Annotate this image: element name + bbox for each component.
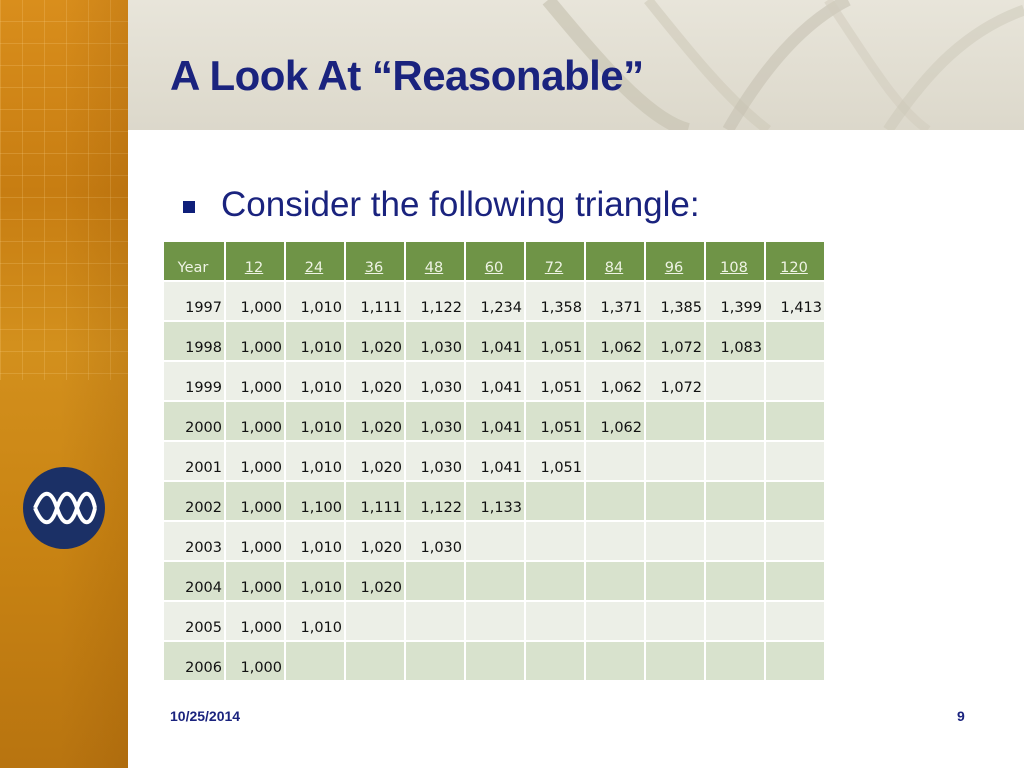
table-cell: 1,000	[225, 401, 285, 441]
header-age-24: 24	[285, 241, 345, 281]
table-cell	[705, 561, 765, 601]
header-age-60: 60	[465, 241, 525, 281]
table-cell: 1,100	[285, 481, 345, 521]
table-cell: 1,020	[345, 441, 405, 481]
bullet-item	[183, 185, 700, 225]
table-cell: 1,010	[285, 361, 345, 401]
table-cell	[405, 561, 465, 601]
table-cell	[585, 641, 645, 681]
table-cell: 1,062	[585, 361, 645, 401]
table-cell: 1,051	[525, 441, 585, 481]
table-cell	[585, 561, 645, 601]
table-cell: 1,000	[225, 321, 285, 361]
table-row	[163, 601, 825, 641]
table-cell	[765, 361, 825, 401]
table-cell	[645, 561, 705, 601]
table-cell	[585, 441, 645, 481]
table-row	[163, 561, 825, 601]
table-cell	[405, 601, 465, 641]
table-cell: 1,385	[645, 281, 705, 321]
table-cell	[645, 401, 705, 441]
table-cell	[525, 641, 585, 681]
table-cell: 1,010	[285, 321, 345, 361]
table-row	[163, 641, 825, 681]
table-cell	[705, 361, 765, 401]
bullet-text: Consider the following triangle:	[221, 185, 700, 224]
loss-triangle-table	[162, 240, 826, 682]
table-cell	[765, 441, 825, 481]
header-year: Year	[163, 241, 225, 281]
table-cell	[465, 521, 525, 561]
table-cell	[765, 521, 825, 561]
table-cell: 1,000	[225, 561, 285, 601]
table-cell	[705, 481, 765, 521]
table-cell: 1,083	[705, 321, 765, 361]
table-row	[163, 321, 825, 361]
table-cell	[645, 601, 705, 641]
left-decorative-strip	[0, 0, 128, 768]
table-cell: 1,041	[465, 321, 525, 361]
table-cell	[345, 641, 405, 681]
header-age-108: 108	[705, 241, 765, 281]
table-cell: 1,020	[345, 401, 405, 441]
table-cell	[765, 561, 825, 601]
table-cell: 1,072	[645, 321, 705, 361]
table-cell	[345, 601, 405, 641]
slide-title: A Look At “Reasonable”	[170, 52, 644, 99]
table-cell	[525, 601, 585, 641]
table-cell	[525, 561, 585, 601]
table-cell: 1,010	[285, 441, 345, 481]
table-cell	[765, 321, 825, 361]
table-cell	[465, 641, 525, 681]
table-cell	[645, 641, 705, 681]
table-row	[163, 441, 825, 481]
table-cell: 1,358	[525, 281, 585, 321]
table-cell	[525, 521, 585, 561]
row-year-cell: 2003	[163, 521, 225, 561]
row-year-cell: 1998	[163, 321, 225, 361]
table-cell: 1,010	[285, 521, 345, 561]
table-row	[163, 481, 825, 521]
table-cell: 1,000	[225, 441, 285, 481]
table-cell: 1,000	[225, 641, 285, 681]
table-cell: 1,000	[225, 521, 285, 561]
table-row	[163, 521, 825, 561]
table-cell: 1,020	[345, 561, 405, 601]
table-cell: 1,030	[405, 321, 465, 361]
row-year-cell: 1997	[163, 281, 225, 321]
table-cell: 1,030	[405, 401, 465, 441]
table-cell: 1,062	[585, 321, 645, 361]
table-cell	[705, 641, 765, 681]
table-cell	[285, 641, 345, 681]
table-cell: 1,371	[585, 281, 645, 321]
strip-shade	[60, 0, 128, 768]
table-cell	[705, 401, 765, 441]
table-cell	[645, 521, 705, 561]
table-cell	[765, 401, 825, 441]
table-cell: 1,234	[465, 281, 525, 321]
table-cell: 1,111	[345, 281, 405, 321]
table-cell	[525, 481, 585, 521]
table-cell	[585, 481, 645, 521]
table-cell: 1,020	[345, 521, 405, 561]
table-cell: 1,010	[285, 561, 345, 601]
table-cell: 1,010	[285, 401, 345, 441]
table-cell: 1,072	[645, 361, 705, 401]
table-cell	[705, 601, 765, 641]
company-logo	[23, 467, 105, 549]
table-cell: 1,030	[405, 441, 465, 481]
table-cell: 1,051	[525, 361, 585, 401]
square-bullet-icon	[183, 201, 195, 213]
table-cell: 1,062	[585, 401, 645, 441]
table-cell: 1,051	[525, 321, 585, 361]
table-cell	[645, 481, 705, 521]
table-cell: 1,000	[225, 281, 285, 321]
table-cell	[405, 641, 465, 681]
table-cell: 1,041	[465, 441, 525, 481]
row-year-cell: 1999	[163, 361, 225, 401]
table-cell: 1,413	[765, 281, 825, 321]
table-cell	[465, 601, 525, 641]
table-cell: 1,122	[405, 281, 465, 321]
header-age-72: 72	[525, 241, 585, 281]
header-age-48: 48	[405, 241, 465, 281]
page-number: 9	[957, 708, 965, 724]
table-cell: 1,041	[465, 401, 525, 441]
table-cell: 1,041	[465, 361, 525, 401]
header-age-96: 96	[645, 241, 705, 281]
header-age-120: 120	[765, 241, 825, 281]
table-cell: 1,399	[705, 281, 765, 321]
row-year-cell: 2005	[163, 601, 225, 641]
footer-date: 10/25/2014	[170, 708, 241, 724]
table-cell: 1,133	[465, 481, 525, 521]
table-cell	[585, 601, 645, 641]
table-row	[163, 401, 825, 441]
table-cell	[465, 561, 525, 601]
table-cell: 1,051	[525, 401, 585, 441]
table-row	[163, 361, 825, 401]
table-cell: 1,122	[405, 481, 465, 521]
table-cell: 1,000	[225, 601, 285, 641]
row-year-cell: 2006	[163, 641, 225, 681]
header-age-84: 84	[585, 241, 645, 281]
table-cell: 1,030	[405, 361, 465, 401]
header-age-12: 12	[225, 241, 285, 281]
table-cell	[705, 521, 765, 561]
table-cell	[765, 641, 825, 681]
row-year-cell: 2002	[163, 481, 225, 521]
table-cell: 1,111	[345, 481, 405, 521]
table-cell: 1,000	[225, 481, 285, 521]
table-cell	[585, 521, 645, 561]
table-cell	[705, 441, 765, 481]
table-cell: 1,010	[285, 601, 345, 641]
table-cell	[765, 601, 825, 641]
table-cell	[765, 481, 825, 521]
table-cell: 1,020	[345, 361, 405, 401]
table-body	[163, 281, 825, 681]
row-year-cell: 2004	[163, 561, 225, 601]
table-cell: 1,010	[285, 281, 345, 321]
header-age-36: 36	[345, 241, 405, 281]
table-cell: 1,030	[405, 521, 465, 561]
table-header-row	[163, 241, 825, 281]
table-cell: 1,020	[345, 321, 405, 361]
table-cell	[645, 441, 705, 481]
row-year-cell: 2001	[163, 441, 225, 481]
row-year-cell: 2000	[163, 401, 225, 441]
table-cell: 1,000	[225, 361, 285, 401]
logo-wave-icon	[23, 467, 105, 549]
table-row	[163, 281, 825, 321]
